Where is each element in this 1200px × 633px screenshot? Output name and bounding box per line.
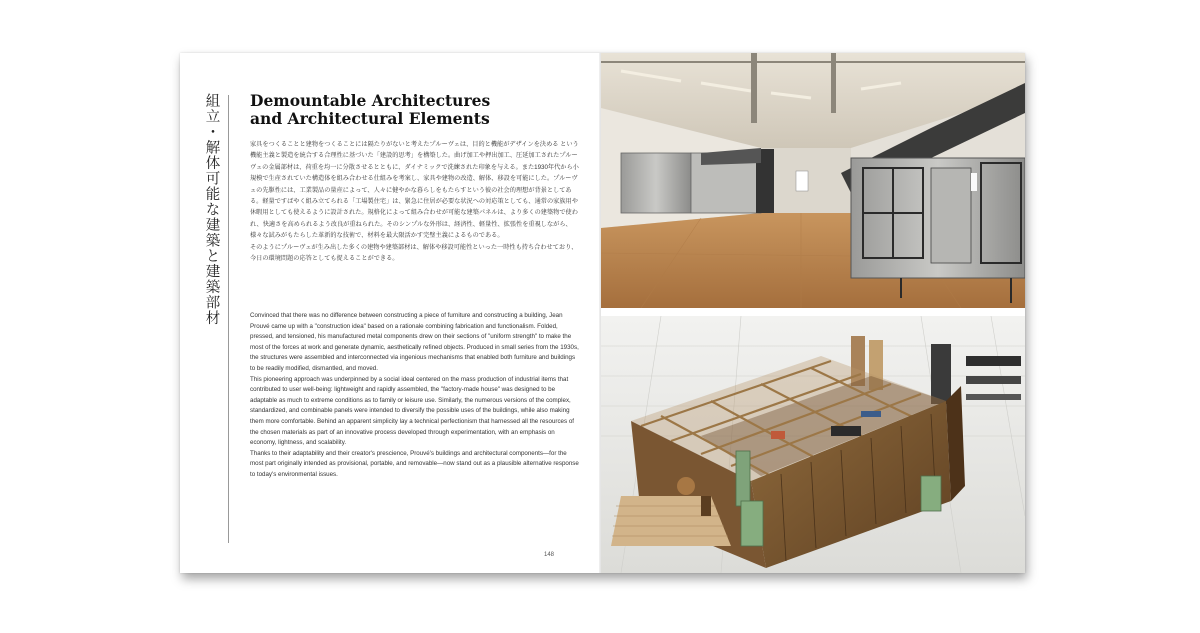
english-body-text [250,311,580,481]
book-spread [180,53,1025,573]
english-paragraph: Thanks to their adaptability and their creator's prescience, Prouvé's buildings and architectural components—for the most part originally intended as provisional, portable, and removable—now stand out as a plausible alternative response to today's environmental issues. [250,449,579,478]
japanese-body-text [250,139,582,264]
photo-gap [601,308,1025,316]
page-number: 148 [544,552,555,558]
vertical-rule [228,95,229,543]
heading-line-1: Demountable Architectures [250,91,491,110]
left-page [180,53,601,573]
section-heading [250,92,590,128]
japanese-paragraph: そのようにプルーヴェが生み出した多くの建物や建築部材は、解体や移設可能性といった一時性も持ち合わせており、今日の環境問題の応答としても捉えることができる。 [250,243,578,263]
english-paragraph: This pioneering approach was underpinned by a social ideal centered on the mass production of industrial items that contributed to user well-being: lightweight and rapidly assembled, the "factory-made house" was designed to be adaptable as much to extreme conditions as to family or leisure use. Similarly, the numerous versions of the complex, standardized, and combinable panels were intended to diversify the possible uses of the buildings, while also making them more comfortable. Behind an apparent simplicity lay a technical perfectionism that harnessed all the resources of the chosen materials as part of an innovative process developed through experimentation, with an emphasis on economy, lightness, and scalability. [250,375,574,447]
wooden-house-photo [601,316,1025,573]
japanese-paragraph: 家具をつくることと建物をつくることには隔たりがないと考えたプルーヴェは、目的と機能がデザインを決める という機能主義と製造を統合する合理性に基づいた「建設的思考」を構築した。曲げ加工や押出加工、圧延加工されたプルーヴェの金属部材は、荷重を均一に分散させるとともに、ダイナミックで洗練された印象を与える。また1930年代から小規模で生産されていた構造体を組み合わせる仕組みを考案し、家具や建物の改造、解体、移設を可能にした。プルーヴェの先駆性には、工業製品の量産によって、人々に健やかな暮らしをもたらすという彼の社会的理想が背景としてある。軽量ですばやく組み立てられる「工場製住宅」は、緊急に住居が必要な状況への対応策としても、通常の家族用や休暇用としても使えるように設計された。規格化によって組み合わせが可能な建築パネルは、より多くの建築物で使われ、快適さを高められるよう改良が重ねられた。そのシンプルな外形は、経済性、軽量性、拡張性を重視しながら、様々な試みがもたらした革新的な技術で、材料を最大限活かす完璧主義によるものである。 [250,141,579,240]
exhibition-hall-photo [601,53,1025,308]
right-page [601,53,1025,573]
vertical-section-title: 組立・解体可能な建築と建築部材 [203,93,220,326]
english-paragraph: Convinced that there was no difference between constructing a piece of furniture and constructing a building, Jean Prouvé came up with a "construction idea" based on a rationale combining fabrication and functionalism. Folded, pressed, and tensioned, his manufactured metal components drew on their sections of "uniform strength" to make the most of the forces at work and generate dynamic, aesthetically refined objects. Produced in small series from the 1930s, the structures were assembled and interconnected via ingenious mechanisms that enabled both furniture and buildings to be readily modified, dismantled, and moved. [250,312,579,372]
heading-line-2: and Architectural Elements [250,109,490,128]
